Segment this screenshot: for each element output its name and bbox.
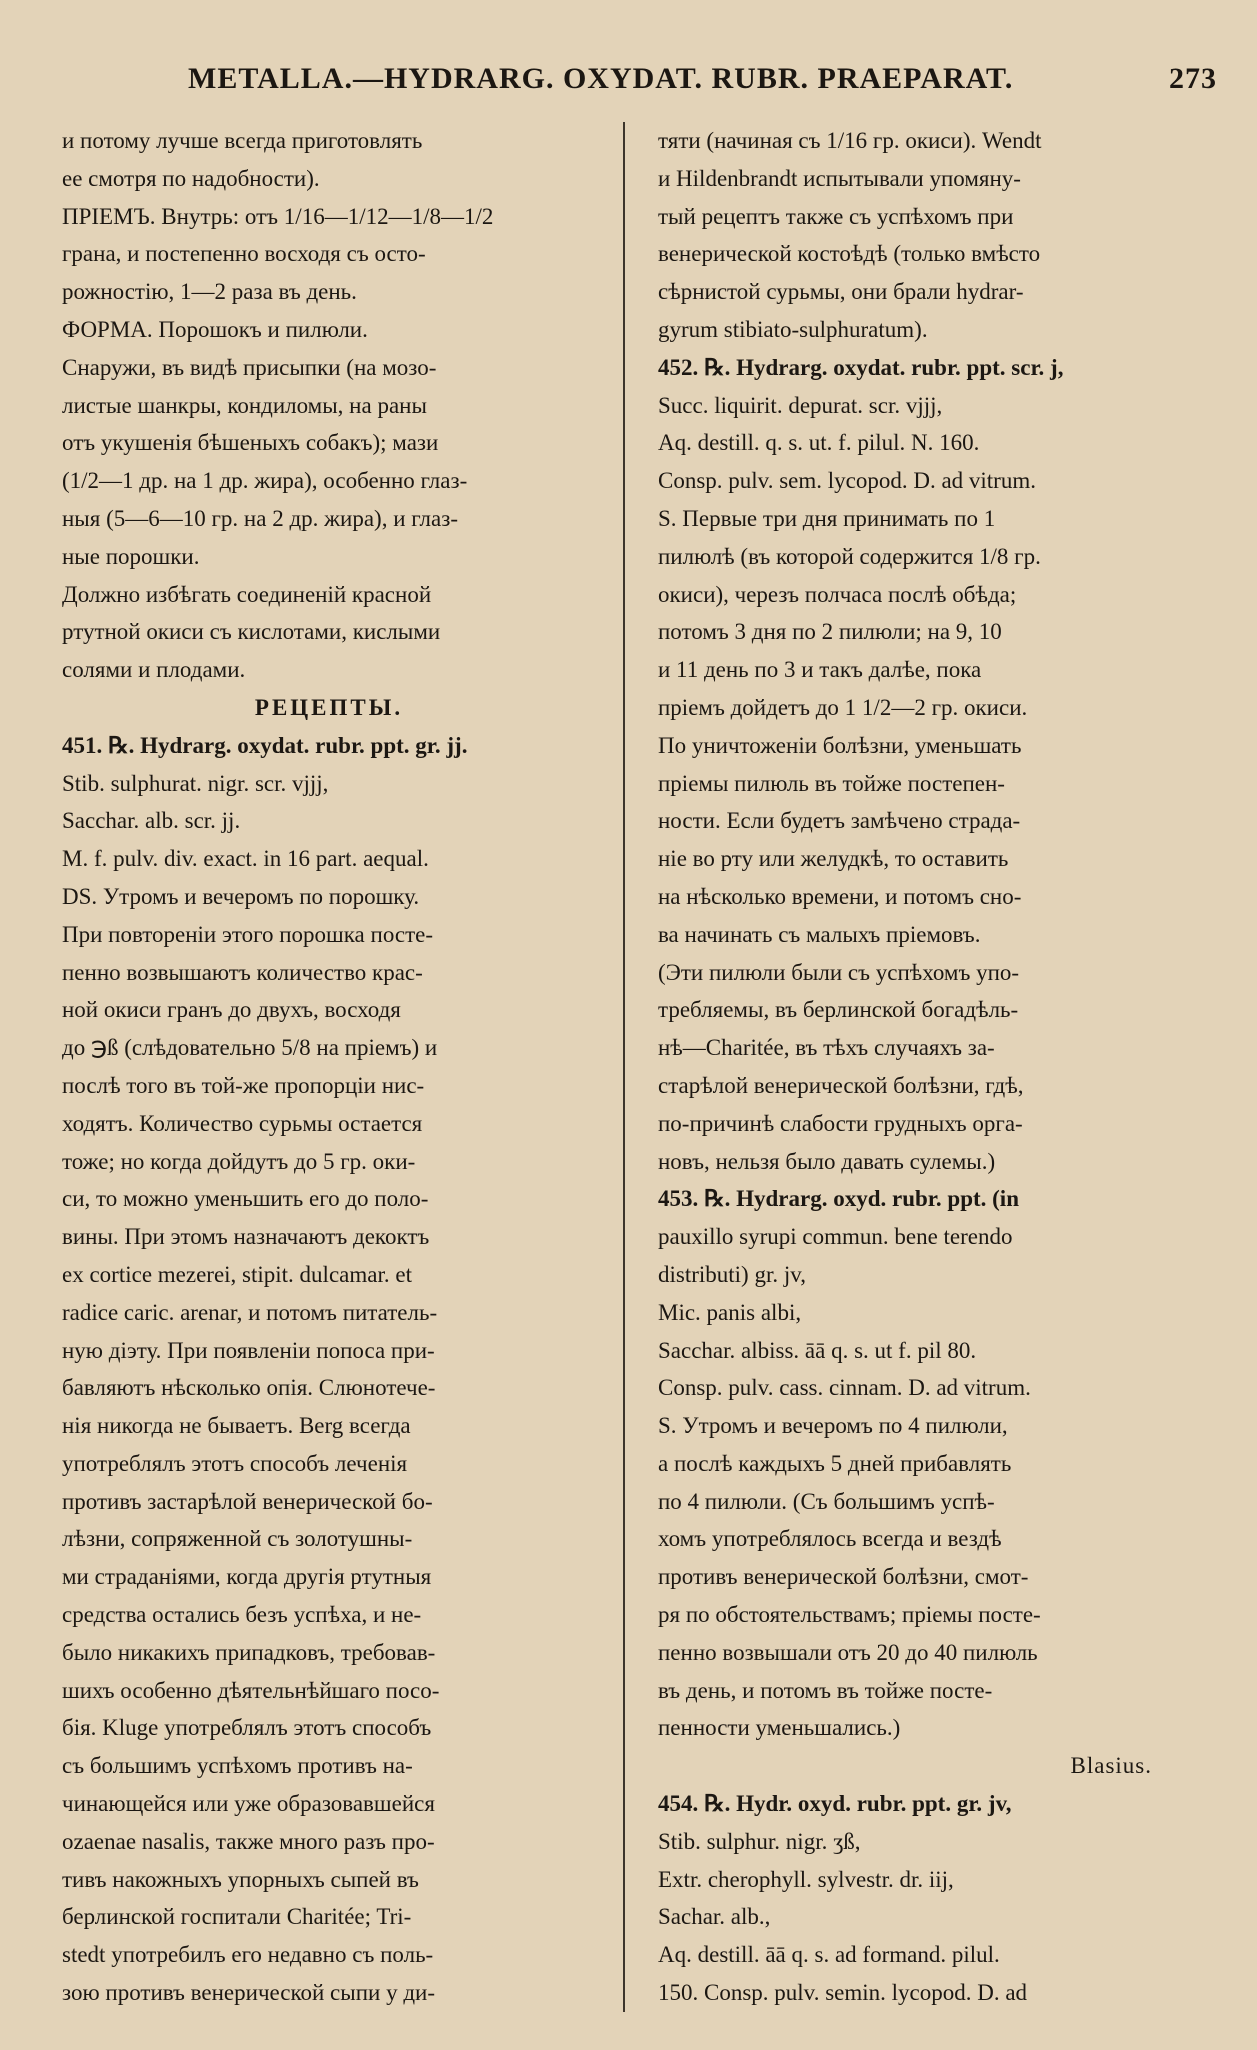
text-line: Sachar. alb., xyxy=(658,1904,771,1930)
page-number: 273 xyxy=(1169,62,1217,95)
text-line: Sacchar. alb. scr. jj. xyxy=(62,808,241,834)
text-line: окиси), черезъ полчаса послѣ обѣда; xyxy=(658,581,1017,607)
text-line: венерической костоѣдѣ (только вмѣсто xyxy=(658,241,1041,267)
text-line: употреблялъ этотъ способъ леченія xyxy=(62,1450,408,1476)
text-line: distributi) gr. jv, xyxy=(658,1261,807,1287)
text-line: (Эти пилюли были съ успѣхомъ упо- xyxy=(658,959,1020,985)
text-line: 150. Consp. pulv. semin. lycopod. D. ad xyxy=(658,1980,1028,2006)
text-line: съ большимъ успѣхомъ противъ на- xyxy=(62,1753,413,1779)
text-line: грана, и постепенно восходя съ осто- xyxy=(62,241,426,267)
text-line: ex cortice mezerei, stipit. dulcamar. et xyxy=(62,1261,412,1287)
text-line: ее смотря по надобности). xyxy=(62,165,320,191)
text-line: Consp. pulv. sem. lycopod. D. ad vitrum. xyxy=(658,468,1036,494)
text-line: ной окиси гранъ до двухъ, восходя xyxy=(62,997,401,1023)
text-line: тый рецептъ также съ успѣхомъ при xyxy=(658,203,1014,229)
running-header xyxy=(60,62,1217,102)
text-line: По уничтоженіи болѣзни, уменьшать xyxy=(658,732,1022,758)
text-line: рожностію, 1—2 раза въ день. xyxy=(62,279,357,305)
text-line: тивъ накожныхъ упорныхъ сыпей въ xyxy=(62,1866,419,1892)
text-line: было никакихъ припадковъ, требовав- xyxy=(62,1639,436,1665)
text-line: stedt употребилъ его недавно съ поль- xyxy=(62,1942,434,1968)
text-line: 452. ℞. Hydrarg. oxydat. rubr. ppt. scr. j, xyxy=(658,354,1064,380)
text-line: старѣлой венерической болѣзни, гдѣ, xyxy=(658,1072,1024,1098)
text-line: бія. Kluge употреблялъ этотъ способъ xyxy=(62,1715,432,1741)
text-line: ПРІЕМЪ. Внутрь: отъ 1/16—1/12—1/8—1/2 xyxy=(62,203,494,229)
text-line: пріемы пилюль въ тойже постепен- xyxy=(658,770,1005,796)
text-line: шихъ особенно дѣятельнѣйшаго посо- xyxy=(62,1677,440,1703)
text-line: ря по обстоятельствамъ; пріемы посте- xyxy=(658,1602,1041,1628)
text-line: бавляютъ нѣсколько опія. Слюнотече- xyxy=(62,1375,436,1401)
text-line: Sacchar. albiss. āā q. s. ut f. pil 80. xyxy=(658,1337,977,1363)
text-line: пенно возвышали отъ 20 до 40 пилюль xyxy=(658,1639,1038,1665)
text-line: послѣ того въ той-же пропорціи нис- xyxy=(62,1072,425,1098)
text-line: 451. ℞. Hydrarg. oxydat. rubr. ppt. gr. jj. xyxy=(62,732,468,758)
text-line: вины. При этомъ назначаютъ декоктъ xyxy=(62,1224,430,1250)
text-line: противъ венерической болѣзни, смот- xyxy=(658,1564,1029,1590)
text-line: (1/2—1 др. на 1 др. жира), особенно глаз- xyxy=(62,468,468,494)
text-line: сѣрнистой сурьмы, они брали hydrar- xyxy=(658,279,1024,305)
text-line: потомъ 3 дня по 2 пилюли; на 9, 10 xyxy=(658,619,1002,645)
text-line: пенно возвышаютъ количество крас- xyxy=(62,959,423,985)
text-line: а послѣ каждыхъ 5 дней прибавлять xyxy=(658,1450,1012,1476)
text-line: пилюлѣ (въ которой содержится 1/8 гр. xyxy=(658,543,1041,569)
text-line: тоже; но когда дойдутъ до 5 гр. оки- xyxy=(62,1148,416,1174)
text-line: тяти (начиная съ 1/16 гр. окиси). Wendt xyxy=(658,128,1042,153)
text-line: противъ застарѣлой венерической бо- xyxy=(62,1488,433,1514)
text-line: требляемы, въ берлинской богадѣль- xyxy=(658,997,1019,1023)
text-line: зою противъ венерической сыпи у ди- xyxy=(62,1980,436,2006)
text-line: gyrum stibiato-sulphuratum). xyxy=(658,316,928,342)
text-line: ную діэту. При появленіи попоса при- xyxy=(62,1337,435,1363)
right-column xyxy=(658,122,1192,2012)
text-line: radice caric. arenar, и потомъ питатель- xyxy=(62,1299,438,1325)
text-line: средства остались безъ успѣха, и не- xyxy=(62,1602,422,1628)
text-line: При повтореніи этого порошка посте- xyxy=(62,921,434,947)
text-line: ходятъ. Количество сурьмы остается xyxy=(62,1110,423,1136)
text-line: ozaenae nasalis, также много разъ про- xyxy=(62,1828,435,1854)
text-line: S. Утромъ и вечеромъ по 4 пилюли, xyxy=(658,1413,1008,1439)
text-line: Stib. sulphurat. nigr. scr. vjjj, xyxy=(62,770,329,796)
text-line: чинающейся или уже образовавшейся xyxy=(62,1791,435,1817)
text-line: Aq. destill. āā q. s. ad formand. pilul. xyxy=(658,1942,1000,1968)
text-line: отъ укушенія бѣшеныхъ собакъ); мази xyxy=(62,430,439,456)
text-line: и потому лучше всегда приготовлять xyxy=(62,128,423,153)
text-line: на нѣсколько времени, и потомъ сно- xyxy=(658,883,1022,909)
text-line: и 11 день по 3 и такъ далѣе, пока xyxy=(658,657,982,683)
text-line: Stib. sulphur. nigr. ʒß, xyxy=(658,1828,861,1854)
text-line: новъ, нельзя было давать сулемы.) xyxy=(658,1148,996,1174)
text-line: по-причинѣ слабости грудныхъ орга- xyxy=(658,1110,1023,1136)
text-line: M. f. pulv. div. exact. in 16 part. aequal. xyxy=(62,846,429,872)
text-line: DS. Утромъ и вечеромъ по порошку. xyxy=(62,883,420,909)
text-line: ные порошки. xyxy=(62,543,200,569)
text-line: Aq. destill. q. s. ut. f. pilul. N. 160. xyxy=(658,430,980,456)
text-line: по 4 пилюли. (Съ большимъ успѣ- xyxy=(658,1488,995,1514)
text-line: лѣзни, сопряженной съ золотушны- xyxy=(62,1526,413,1552)
text-line: ніе во рту или желудкѣ, то оставить xyxy=(658,846,1009,872)
text-line: до ℈ß (слѣдовательно 5/8 на пріемъ) и xyxy=(62,1035,438,1061)
text-line: пріемъ дойдетъ до 1 1/2—2 гр. окиси. xyxy=(658,694,1028,720)
text-line: си, то можно уменьшить его до поло- xyxy=(62,1186,429,1212)
text-line: нѣ—Charitée, въ тѣхъ случаяхъ за- xyxy=(658,1035,995,1061)
text-line: въ день, и потомъ въ тойже посте- xyxy=(658,1677,993,1703)
left-column xyxy=(62,122,596,2012)
text-line: пенности уменьшались.) xyxy=(658,1715,901,1741)
text-line: 454. ℞. Hydr. oxyd. rubr. ppt. gr. jv, xyxy=(658,1791,1012,1817)
column-divider xyxy=(623,122,625,2012)
text-line: Mic. panis albi, xyxy=(658,1299,802,1325)
text-line: 453. ℞. Hydrarg. oxyd. rubr. ppt. (in xyxy=(658,1186,1019,1212)
text-line: Extr. cherophyll. sylvestr. dr. iij, xyxy=(658,1866,954,1892)
text-line: ва начинать съ малыхъ пріемовъ. xyxy=(658,921,981,947)
text-line: Consp. pulv. cass. cinnam. D. ad vitrum. xyxy=(658,1375,1031,1401)
text-line: и Hildenbrandt испытывали упомяну- xyxy=(658,165,1021,191)
text-line: Снаружи, въ видѣ присыпки (на мозо- xyxy=(62,354,437,380)
text-line: берлинской госпитали Charitée; Tri- xyxy=(62,1904,412,1930)
text-line: ныя (5—6—10 гр. на 2 др. жира), и глаз- xyxy=(62,505,458,531)
header-title: METALLA.—HYDRARG. OXYDAT. RUBR. PRAEPARAT. xyxy=(188,62,1014,95)
text-line: ФОРМА. Порошокъ и пилюли. xyxy=(62,316,368,342)
text-line: Blasius. xyxy=(1070,1753,1152,1779)
text-line: pauxillo syrupi commun. bene terendo xyxy=(658,1224,1013,1250)
text-line: S. Первые три дня принимать по 1 xyxy=(658,505,996,531)
text-line: Succ. liquirit. depurat. scr. vjjj, xyxy=(658,392,943,418)
text-line: нія никогда не бываетъ. Berg всегда xyxy=(62,1413,411,1439)
text-line: листые шанкры, кондиломы, на раны xyxy=(62,392,427,418)
text-line: ности. Если будетъ замѣчено страда- xyxy=(658,808,1021,834)
text-line: солями и плодами. xyxy=(62,657,246,683)
text-line: Должно избѣгать соединеній красной xyxy=(62,581,432,607)
text-line: ми страданіями, когда другія ртутныя xyxy=(62,1564,432,1590)
text-line: хомъ употреблялось всегда и вездѣ xyxy=(658,1526,1002,1552)
text-line: РЕЦЕПТЫ. xyxy=(254,694,404,720)
text-line: ртутной окиси съ кислотами, кислыми xyxy=(62,619,441,645)
